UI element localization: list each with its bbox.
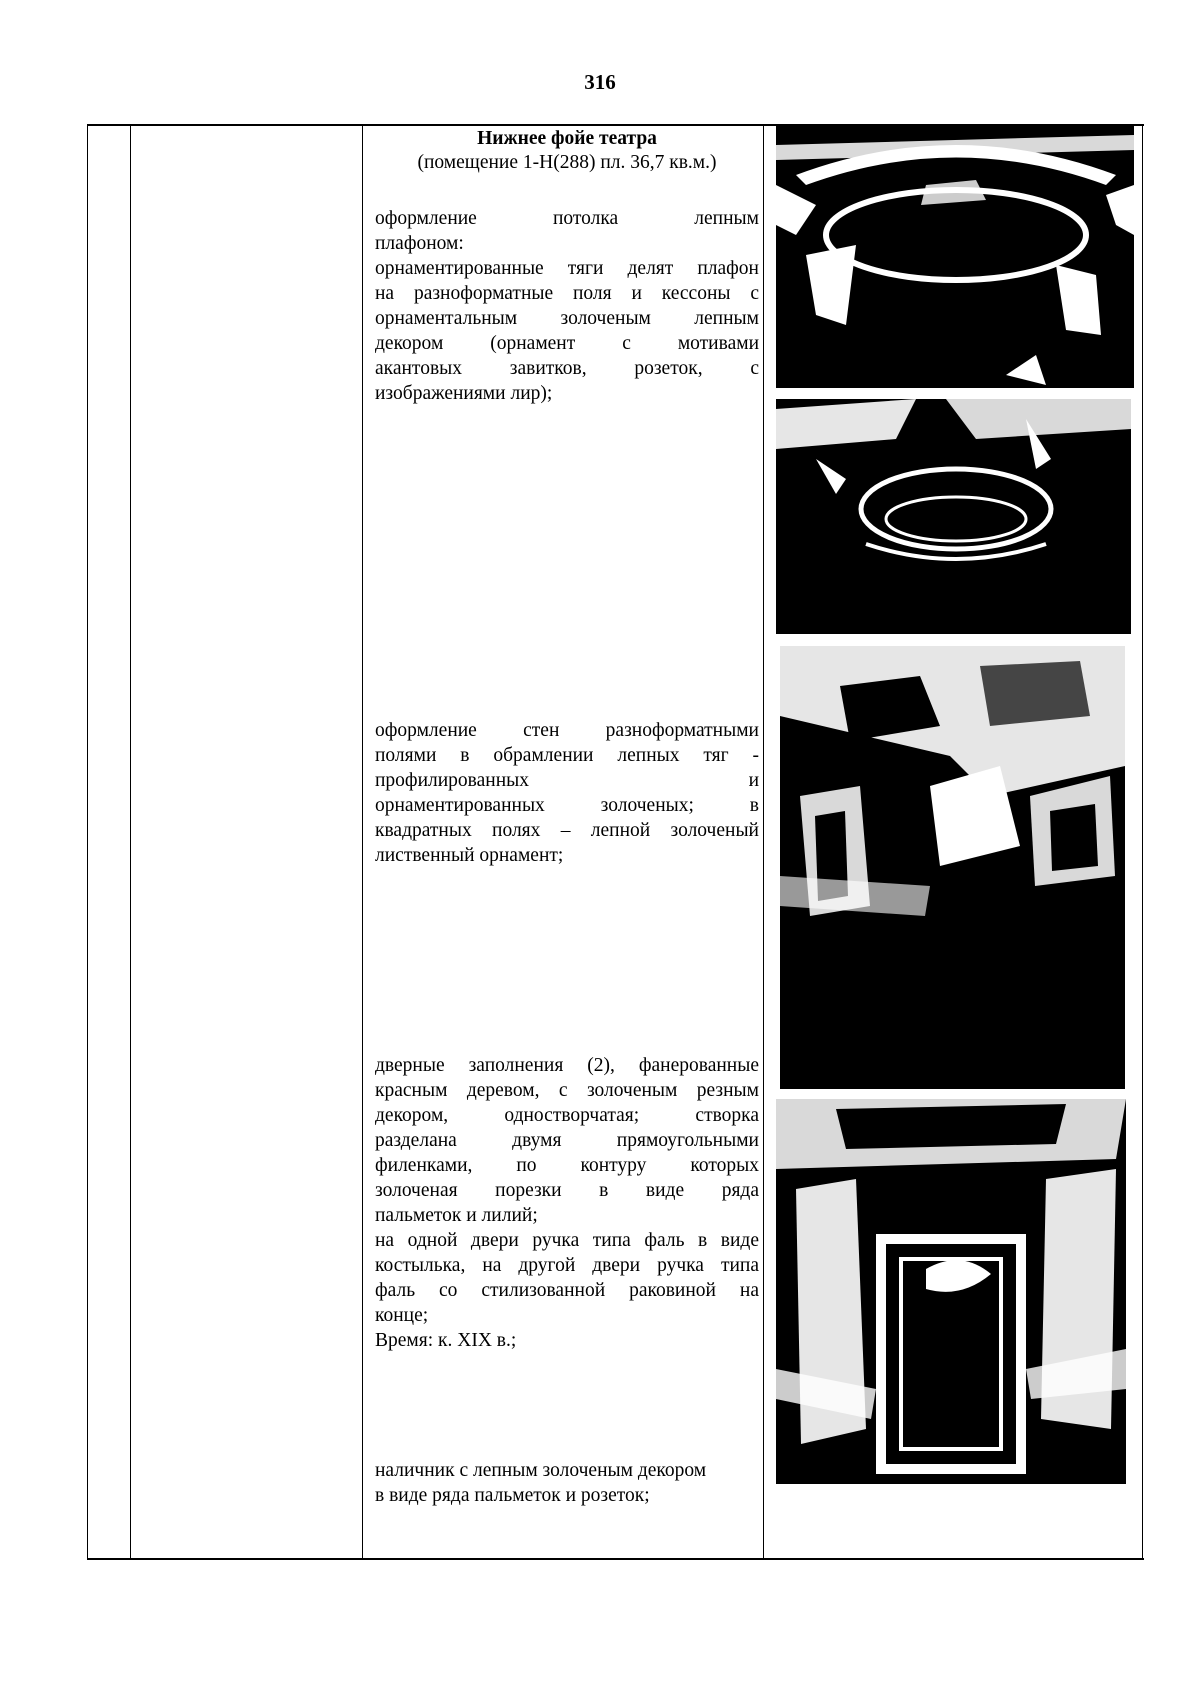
column-divider-2 [130,126,131,1558]
text-line: на одной двери ручка типа фаль в виде [375,1230,759,1251]
text-line: орнаментальным золоченым лепным [375,308,759,329]
text-line: оформление стен разноформатными [375,720,759,741]
walls-description [375,718,759,868]
text-line: фаль со стилизованной раковиной на [375,1280,759,1301]
text-line: изображениями лир); [375,383,553,404]
column-divider-5 [1142,126,1143,1558]
column-divider-4 [763,126,764,1558]
section-heading [375,127,759,175]
wall-photo-icon [780,646,1125,1089]
text-line: костылька, на другой двери ручка типа [375,1255,759,1276]
column-divider-3 [362,126,363,1558]
ceiling-photo-2-icon [776,399,1131,634]
section-subtitle: (помещение 1-Н(288) пл. 36,7 кв.м.) [417,152,717,173]
text-line: плафоном: [375,233,464,254]
text-line: профилированных и [375,770,759,791]
text-line: орнаментированные тяги делят плафон [375,258,759,279]
text-line: лиственный орнамент; [375,845,564,866]
door-photo-icon [776,1099,1126,1484]
text-line: золоченая порезки в виде ряда [375,1180,759,1201]
text-line: квадратных полях – лепной золоченый [375,820,759,841]
text-line: разделана двумя прямоугольными [375,1130,759,1151]
text-line: акантовых завитков, розеток, с [375,358,759,379]
text-line: наличник с лепным золоченым декором [375,1460,707,1481]
text-line: Время: к. XIX в.; [375,1330,517,1351]
text-line: декором (орнамент с мотивами [375,333,759,354]
page-number: 316 [584,70,616,94]
text-line: на разноформатные поля и кессоны с [375,283,759,304]
casing-description [375,1458,759,1508]
ceiling-photo-1-icon [776,125,1134,388]
doors-description [375,1053,759,1353]
text-line: филенками, по контуру которых [375,1155,759,1176]
text-line: декором, одностворчатая; створка [375,1105,759,1126]
text-line: орнаментированных золоченых; в [375,795,759,816]
section-title: Нижнее фойе театра [477,128,657,149]
text-line: красным деревом, с золоченым резным [375,1080,759,1101]
text-line: полями в обрамлении лепных тяг - [375,745,759,766]
text-line: пальметок и лилий; [375,1205,538,1226]
text-line: в виде ряда пальметок и розеток; [375,1485,650,1506]
ceiling-description [375,206,759,406]
text-line: дверные заполнения (2), фанерованные [375,1055,759,1076]
column-divider-1 [87,126,88,1558]
text-line: оформление потолка лепным [375,208,759,229]
text-line: конце; [375,1305,429,1326]
